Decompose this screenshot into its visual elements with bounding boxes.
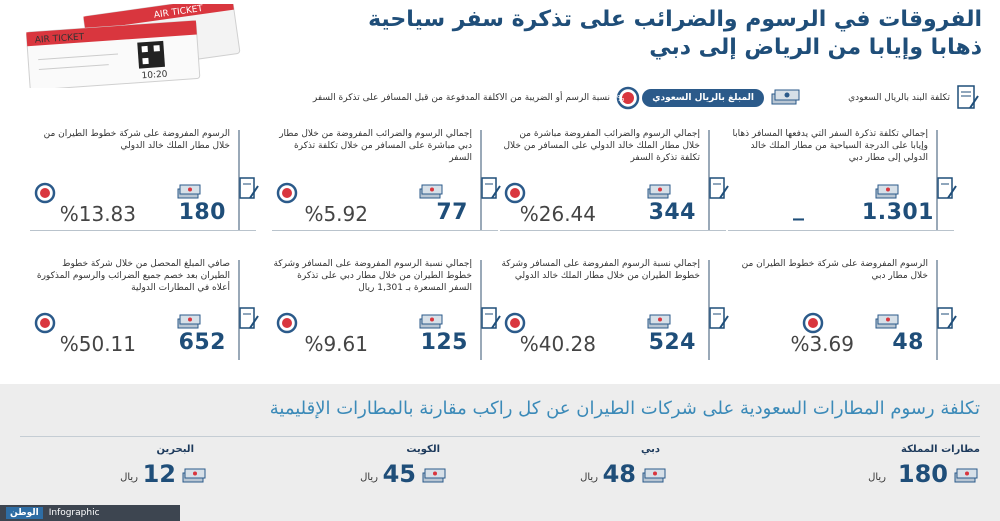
card-value: 1.301 <box>861 200 934 225</box>
legend-item-cost <box>848 78 980 118</box>
card-description: إجمالي نسبة الرسوم المفروضة على المسافر وشركة خطوط الطيران من خلال مطار الملك خالد الدولي <box>501 259 700 281</box>
money-stack-icon <box>647 182 671 202</box>
card-value: 652 <box>178 330 226 355</box>
card-percent: %9.61 <box>304 332 368 356</box>
card-value: 77 <box>436 200 468 225</box>
percent-circle-icon <box>504 312 526 334</box>
footer-bar <box>0 505 180 521</box>
legend-item-amount <box>642 78 800 118</box>
card-description: صافي المبلغ المحصل من خلال شركة خطوط الطيران بعد خصم جميع الضرائب والرسوم المذكورة أعلاه في المطارات الدولية <box>36 259 230 293</box>
airport-fee-unit: ريال <box>360 472 378 483</box>
airport-fee-value: 180 <box>897 460 948 488</box>
title-line-2: ذهابا وإيابا من الرياض إلى دبي <box>649 35 982 60</box>
card-description: إجمالي الرسوم والضرائب المفروضة من خلال مطار دبي مباشرة على المسافر من خلال تكلفة تذكرة السفر <box>279 129 472 163</box>
card-riyadh-passenger-fees <box>500 126 726 236</box>
card-value: 524 <box>648 330 696 355</box>
airport-fee-value: 48 <box>602 460 636 488</box>
card-description: الرسوم المفروضة على شركة خطوط الطيران من خلال مطار الملك خالد الدولي <box>43 129 230 151</box>
money-stack-icon <box>419 312 443 332</box>
card-riyadh-airline-fees <box>30 126 256 236</box>
card-percent: %50.11 <box>59 332 136 356</box>
document-pen-icon <box>238 176 260 202</box>
card-value: 180 <box>178 200 226 225</box>
document-pen-icon <box>936 306 958 332</box>
card-percent: %40.28 <box>519 332 596 356</box>
card-description: إجمالي تكلفة تذكرة السفر التي يدفعها المسافر ذهابا وإيابا على الدرجة السياحية من مطار الملك خالد الدولي إلى مطار دبي <box>732 129 928 163</box>
card-dubai-total-fees <box>272 256 498 366</box>
document-pen-icon <box>956 84 980 112</box>
money-stack-icon <box>419 182 443 202</box>
percent-circle-icon <box>616 86 640 110</box>
card-no-percent: _ <box>793 196 804 221</box>
airport-dubai <box>570 444 670 494</box>
percent-circle-icon <box>802 312 824 334</box>
card-percent: %5.92 <box>304 202 368 226</box>
card-description: الرسوم المفروضة على شركة خطوط الطيران من خلال مطار دبي <box>741 259 928 281</box>
money-stack-icon <box>954 466 978 486</box>
percent-circle-icon <box>276 312 298 334</box>
card-underline <box>728 230 954 231</box>
ticket-label-front: AIR TICKET <box>34 32 85 46</box>
airport-bahrain <box>100 444 210 494</box>
airport-fee-unit: ريال <box>868 472 886 483</box>
document-pen-icon <box>708 306 730 332</box>
percent-circle-icon <box>276 182 298 204</box>
money-stack-icon <box>177 312 201 332</box>
card-value: 344 <box>648 200 696 225</box>
svg-text:%: % <box>616 94 625 103</box>
card-description: إجمالي نسبة الرسوم المفروضة على المسافر وشركة خطوط الطيران من خلال مطار دبي على تذكرة السفر المسعرة بـ 1,301 ريال <box>273 259 472 293</box>
money-stack-icon <box>647 312 671 332</box>
money-stack-icon <box>182 466 206 486</box>
legend <box>260 78 990 118</box>
title-line-1: الفروقات في الرسوم والضرائب على تذكرة سفر سياحية <box>368 7 982 32</box>
airport-name: الكويت <box>406 444 440 455</box>
page-title <box>362 6 982 62</box>
card-airline-net-amount <box>30 256 256 366</box>
document-pen-icon <box>480 306 502 332</box>
brand-logo: الوطن <box>6 507 43 519</box>
card-percent: %13.83 <box>59 202 136 226</box>
card-dubai-passenger-fees <box>272 126 498 236</box>
airport-fee-unit: ريال <box>120 472 138 483</box>
airport-name: دبي <box>640 444 660 455</box>
airport-fee-value: 45 <box>382 460 416 488</box>
card-underline <box>500 230 726 231</box>
card-dubai-airline-fees <box>728 256 954 366</box>
ticket-time: 10:20 <box>141 69 168 82</box>
card-description: إجمالي الرسوم والضرائب المفروضة مباشرة من خلال مطار الملك خالد الدولي على المسافر من خلال تكلفة تذكرة السفر <box>503 129 700 163</box>
percent-circle-icon <box>34 312 56 334</box>
card-value: 48 <box>892 330 924 355</box>
air-ticket-illustration <box>18 4 248 88</box>
percent-circle-icon <box>34 182 56 204</box>
airport-fee-unit: ريال <box>580 472 598 483</box>
airport-comparison-title: تكلفة رسوم المطارات السعودية على شركات الطيران عن كل راكب مقارنة بالمطارات الإقليمية <box>269 398 980 419</box>
airport-saudi <box>770 444 980 494</box>
legend-label-percent: نسبة الرسم أو الضريبة من الاكلفة المدفوعة من قبل المسافر على تذكرة السفر <box>312 93 610 103</box>
airport-name: مطارات المملكة <box>901 444 980 455</box>
card-percent: %26.44 <box>519 202 596 226</box>
card-percent: %3.69 <box>790 332 854 356</box>
footer-label: Infographic <box>48 508 100 518</box>
money-stack-icon <box>875 182 899 202</box>
document-pen-icon <box>238 306 260 332</box>
document-pen-icon <box>480 176 502 202</box>
document-pen-icon <box>936 176 958 202</box>
card-total-ticket-cost <box>728 126 954 236</box>
money-stack-icon <box>875 312 899 332</box>
card-underline <box>272 230 498 231</box>
airport-kuwait <box>340 444 450 494</box>
ticket-label-back: AIR TICKET <box>153 4 204 21</box>
percent-circle-icon <box>504 182 526 204</box>
card-value: 125 <box>420 330 468 355</box>
document-pen-icon <box>708 176 730 202</box>
legend-label-cost: تكلفة البند بالريال السعودي <box>848 93 950 103</box>
money-stack-icon <box>642 466 666 486</box>
card-riyadh-total-fees <box>500 256 726 366</box>
airport-name: البحرين <box>156 444 194 455</box>
band-divider <box>20 436 980 437</box>
airport-fee-value: 12 <box>142 460 176 488</box>
card-underline <box>30 230 256 231</box>
legend-label-amount: المبلغ بالريال السعودي <box>642 89 764 107</box>
money-stack-icon <box>177 182 201 202</box>
money-stack-icon <box>770 86 800 110</box>
money-stack-icon <box>422 466 446 486</box>
legend-item-percent <box>313 78 640 118</box>
